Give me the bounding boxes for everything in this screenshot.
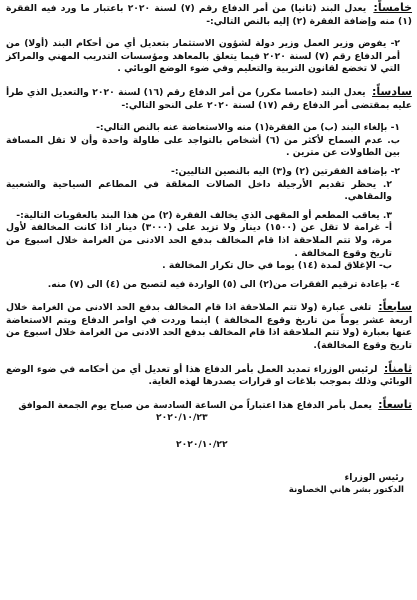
section-eighth-body: لرئيس الوزراء تمديد العمل بأمر الدفاع هذا أو تعديل أي من أحكامه في ضوء الوضع الوبائي وذلك بموجب بلاغات او قرارات يصدرها لهذه الغاية. [6, 363, 412, 388]
section-sixth-item-1: ١- بإلغاء البند (ب) من الفقرة(١) منه والاستعاضة عنه بالنص التالي:- [96, 122, 400, 134]
section-sixth [6, 86, 412, 291]
section-fifth-item-2: ٢- يفوض وزير العمل وزير دولة لشؤون الاستثمار بتعديل أي من أحكام البند (أولا) من أمر الدفاع رقم (٧) لسنة ٢٠٢٠ فيما يتعلق بالمعاهد ومؤسسات التدريب المهني والمراكز التي لا تخضع لقانون التربية والتعليم وفي ضوء الوضع الوبائي . [6, 38, 400, 75]
section-fifth-heading: خامساً: [373, 1, 413, 14]
section-seventh-heading: سابعاً: [378, 300, 413, 314]
section-sixth-item-4: ٤- بإعادة ترقيم الفقرات من(٢) الى (٥) الواردة فيه لتصبح من (٤) الى (٧) منه. [47, 278, 400, 290]
section-sixth-item-1b: ب. عدم السماح لأكثر من (٦) أشخاص بالتواجد على طاولة واحدة وأن لا تقل المسافة بين الطاولات عن مترين . [6, 134, 400, 159]
section-sixth-item-2: ٢- بإضافة الفقرتين (٢) و(٣) اليه بالنصين التاليين:- [171, 165, 400, 177]
section-eighth-heading: ثامناً: [383, 361, 412, 375]
section-fifth-intro: يعدل البند (ثانيا) من أمر الدفاع رقم (٧) لسنة ٢٠٢٠ باعتبار ما ورد فيه الفقرة (١) منه وإضافة الفقرة (٢) إليه بالنص التالي:- [6, 3, 412, 27]
section-sixth-item-2a: ٢. يحظر تقديم الأرجيلة داخل الصالات المغلقة في المطاعم السياحية والشعبية والمقاهي. [6, 178, 392, 203]
section-sixth-item-3: ٣. يعاقب المطعم أو المقهى الذي يخالف الفقرة (٢) من هذا البند بالعقوبات التالية:- [16, 209, 392, 221]
section-fifth [6, 2, 412, 76]
signature-block [6, 472, 412, 496]
section-eighth [6, 363, 412, 389]
section-ninth-date: ٢٠٢٠/١٠/٢٣ [156, 412, 208, 424]
section-sixth-item-3a: أ- غرامة لا تقل عن (١٥٠٠) دينار ولا تزيد على (٣٠٠٠) دينار اذا كانت المخالفة لأول مرة، ولا تتم الملاحقة اذا قام المخالف بدفع الحد الادنى من الغرامة خلال اسبوع من تاريخ وقوع المخالفة . [6, 222, 392, 259]
section-sixth-heading: سادساً: [372, 84, 412, 98]
section-sixth-item-3b: ب- الإغلاق لمدة (١٤) يوما في حال تكرار المخالفة . [162, 260, 392, 272]
section-sixth-intro: يعدل البند (خامسا مكرر) من أمر الدفاع رقم (١٦) لسنة ٢٠٢٠ والتعديل الذي طرأ عليه بمقتضى أمر الدفاع رقم (١٧) لسنة ٢٠٢٠ على النحو التالي:- [6, 86, 412, 111]
section-ninth-heading: تاسعاً: [378, 397, 412, 411]
signature-name: الدكتور بشر هاني الخصاونة [288, 484, 404, 495]
section-ninth-body: يعمل بأمر الدفاع هذا اعتباراً من الساعة السادسة من صباح يوم الجمعة الموافق [18, 399, 372, 411]
issue-date: ٢٠٢٠/١٠/٢٢ [176, 439, 228, 451]
section-seventh-body: تلغى عبارة (ولا تتم الملاحقة اذا قام المخالف بدفع الحد الادنى من الغرامة خلال اربعة عشر يوماً من تاريخ وقوع المخالفة ) اينما وردت في اوامر الدفاع ويتم الاستعاضة عنها بعبارة (ولا تتم الملاحقة اذا قام المخالف بدفع الحد الادنى من الغرامة خلال اسبوع من تاريخ وقوع المخالفة). [6, 302, 412, 352]
signature-title: رئيس الوزراء [344, 471, 404, 483]
section-ninth [6, 399, 412, 425]
section-seventh [6, 301, 412, 352]
